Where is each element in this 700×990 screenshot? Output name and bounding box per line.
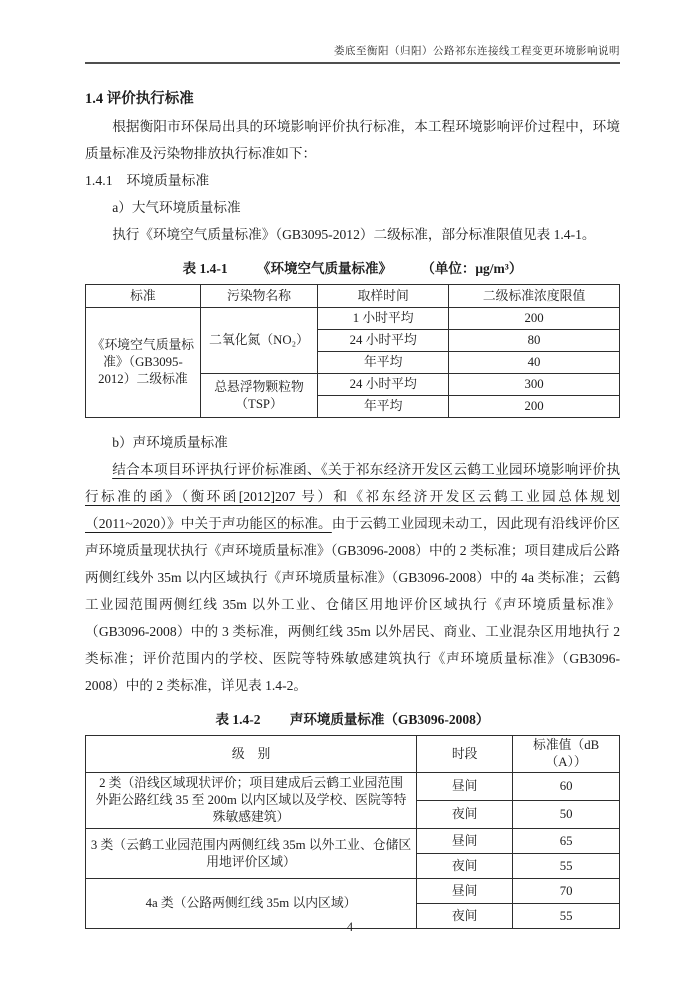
pollutant-cell-tsp: 总悬浮物颗粒物（TSP）	[200, 374, 317, 418]
page-header	[85, 45, 620, 64]
para-b	[85, 456, 620, 699]
period-cell: 夜间	[417, 904, 513, 929]
page-number: 4	[346, 920, 354, 934]
col-header-limit: 二级标准浓度限值	[449, 285, 620, 308]
period-cell: 昼间	[417, 829, 513, 854]
period-cell: 夜间	[417, 854, 513, 879]
header-title: 娄底至衡阳（归阳）公路祁东连接线工程变更环境影响说明	[334, 46, 620, 57]
sampling-time-cell: 年平均	[318, 396, 449, 418]
pollutant-cell-no2: 二氧化氮（NO₂）	[200, 308, 317, 374]
category-cell-class3: 3 类（云鹤工业园范围内两侧红线 35m 以外工业、仓储区用地评价区域）	[86, 829, 417, 879]
limit-value-cell: 200	[449, 308, 620, 330]
sampling-time-cell: 年平均	[318, 352, 449, 374]
table-2-caption-label: 表 1.4-2	[215, 712, 261, 727]
item-a-heading: a）大气环境质量标准	[112, 200, 241, 215]
header-rule	[85, 62, 620, 64]
section-heading-1-4: 1.4 评价执行标准	[85, 91, 194, 107]
heading-1-4-1: 1.4.1 环境质量标准	[85, 173, 210, 188]
limit-value-cell: 80	[449, 330, 620, 352]
category-cell-class2: 2 类（沿线区域现状评价；项目建成后云鹤工业园范围外距公路红线 35 至 200m 以内区域以及学校、医院等特殊敏感建筑）	[86, 773, 417, 829]
value-cell: 55	[513, 904, 620, 929]
table-header-row	[86, 736, 620, 773]
sampling-time-cell: 24 小时平均	[318, 374, 449, 396]
table-header-row	[86, 285, 620, 308]
col-header-period: 时段	[417, 736, 513, 773]
table-row	[86, 773, 620, 801]
period-cell: 夜间	[417, 801, 513, 829]
period-cell: 昼间	[417, 773, 513, 801]
table-2-caption	[85, 706, 620, 733]
para-a: 执行《环境空气质量标准》（GB3095-2012）二级标准，部分标准限值见表 1.4-1。	[112, 227, 596, 242]
table-row	[86, 308, 620, 330]
value-cell: 60	[513, 773, 620, 801]
standard-cell: 《环境空气质量标准》（GB3095-2012）二级标准	[86, 308, 201, 418]
col-header-standard: 标准	[86, 285, 201, 308]
category-cell-class4a: 4a 类（公路两侧红线 35m 以内区域）	[86, 879, 417, 929]
limit-value-cell: 300	[449, 374, 620, 396]
value-cell: 70	[513, 879, 620, 904]
table-2-caption-title: 声环境质量标准（GB3096-2008）	[289, 712, 490, 727]
value-cell: 50	[513, 801, 620, 829]
col-header-pollutant: 污染物名称	[200, 285, 317, 308]
sampling-time-cell: 24 小时平均	[318, 330, 449, 352]
intro-paragraph: 根据衡阳市环保局出具的环境影响评价执行标准，本工程环境影响评价过程中，环境质量标准及污染物排放执行标准如下：	[85, 119, 620, 161]
table-1-caption-unit: （单位：μg/m³）	[421, 261, 523, 276]
limit-value-cell: 40	[449, 352, 620, 374]
table-row	[86, 879, 620, 904]
period-cell: 昼间	[417, 879, 513, 904]
para-b-rest-segment: 由于云鹤工业园现未动工，因此现有沿线评价区声环境质量现状执行《声环境质量标准》（GB3096-2008）中的 2 类标准；项目建成后公路两侧红线外 35m 以内区域执行《声环境质量标准》（GB3096-2008）中的 4a 类标准；云鹤工业园范围两侧红线 35m 以外工业、仓储区用地评价区域执行《声环境质量标准》（GB3096-2008）中的 3 类标准，两侧红线 35m 以外居民、商业、工业混杂区用地执行 2 类标准；评价范围内的学校、医院等特殊敏感建筑执行《声环境质量标准》（GB3096-2008）中的 2 类标准，详见表 1.4-2。	[85, 516, 620, 693]
table-1-caption-title: 《环境空气质量标准》	[257, 261, 393, 276]
table-1-caption-label: 表 1.4-1	[182, 261, 228, 276]
col-header-value: 标准值（dB（A））	[513, 736, 620, 773]
sampling-time-cell: 1 小时平均	[318, 308, 449, 330]
noise-standards-table	[85, 735, 620, 929]
table-row	[86, 829, 620, 854]
limit-value-cell: 200	[449, 396, 620, 418]
value-cell: 65	[513, 829, 620, 854]
item-b-heading: b）声环境质量标准	[112, 435, 228, 450]
value-cell: 55	[513, 854, 620, 879]
table-1-caption	[85, 255, 620, 282]
col-header-sampling-time: 取样时间	[318, 285, 449, 308]
col-header-category: 级 别	[86, 736, 417, 773]
air-quality-standards-table	[85, 284, 620, 418]
para-b-underlined-segment: 结合本项目环评执行评价标准函、《关于祁东经济开发区云鹤工业园环境影响评价执行标准的函》（衡环函[2012]207 号）和《祁东经济开发区云鹤工业园总体规划（2011~2020）》中关于声功能区的标准。	[85, 462, 620, 531]
